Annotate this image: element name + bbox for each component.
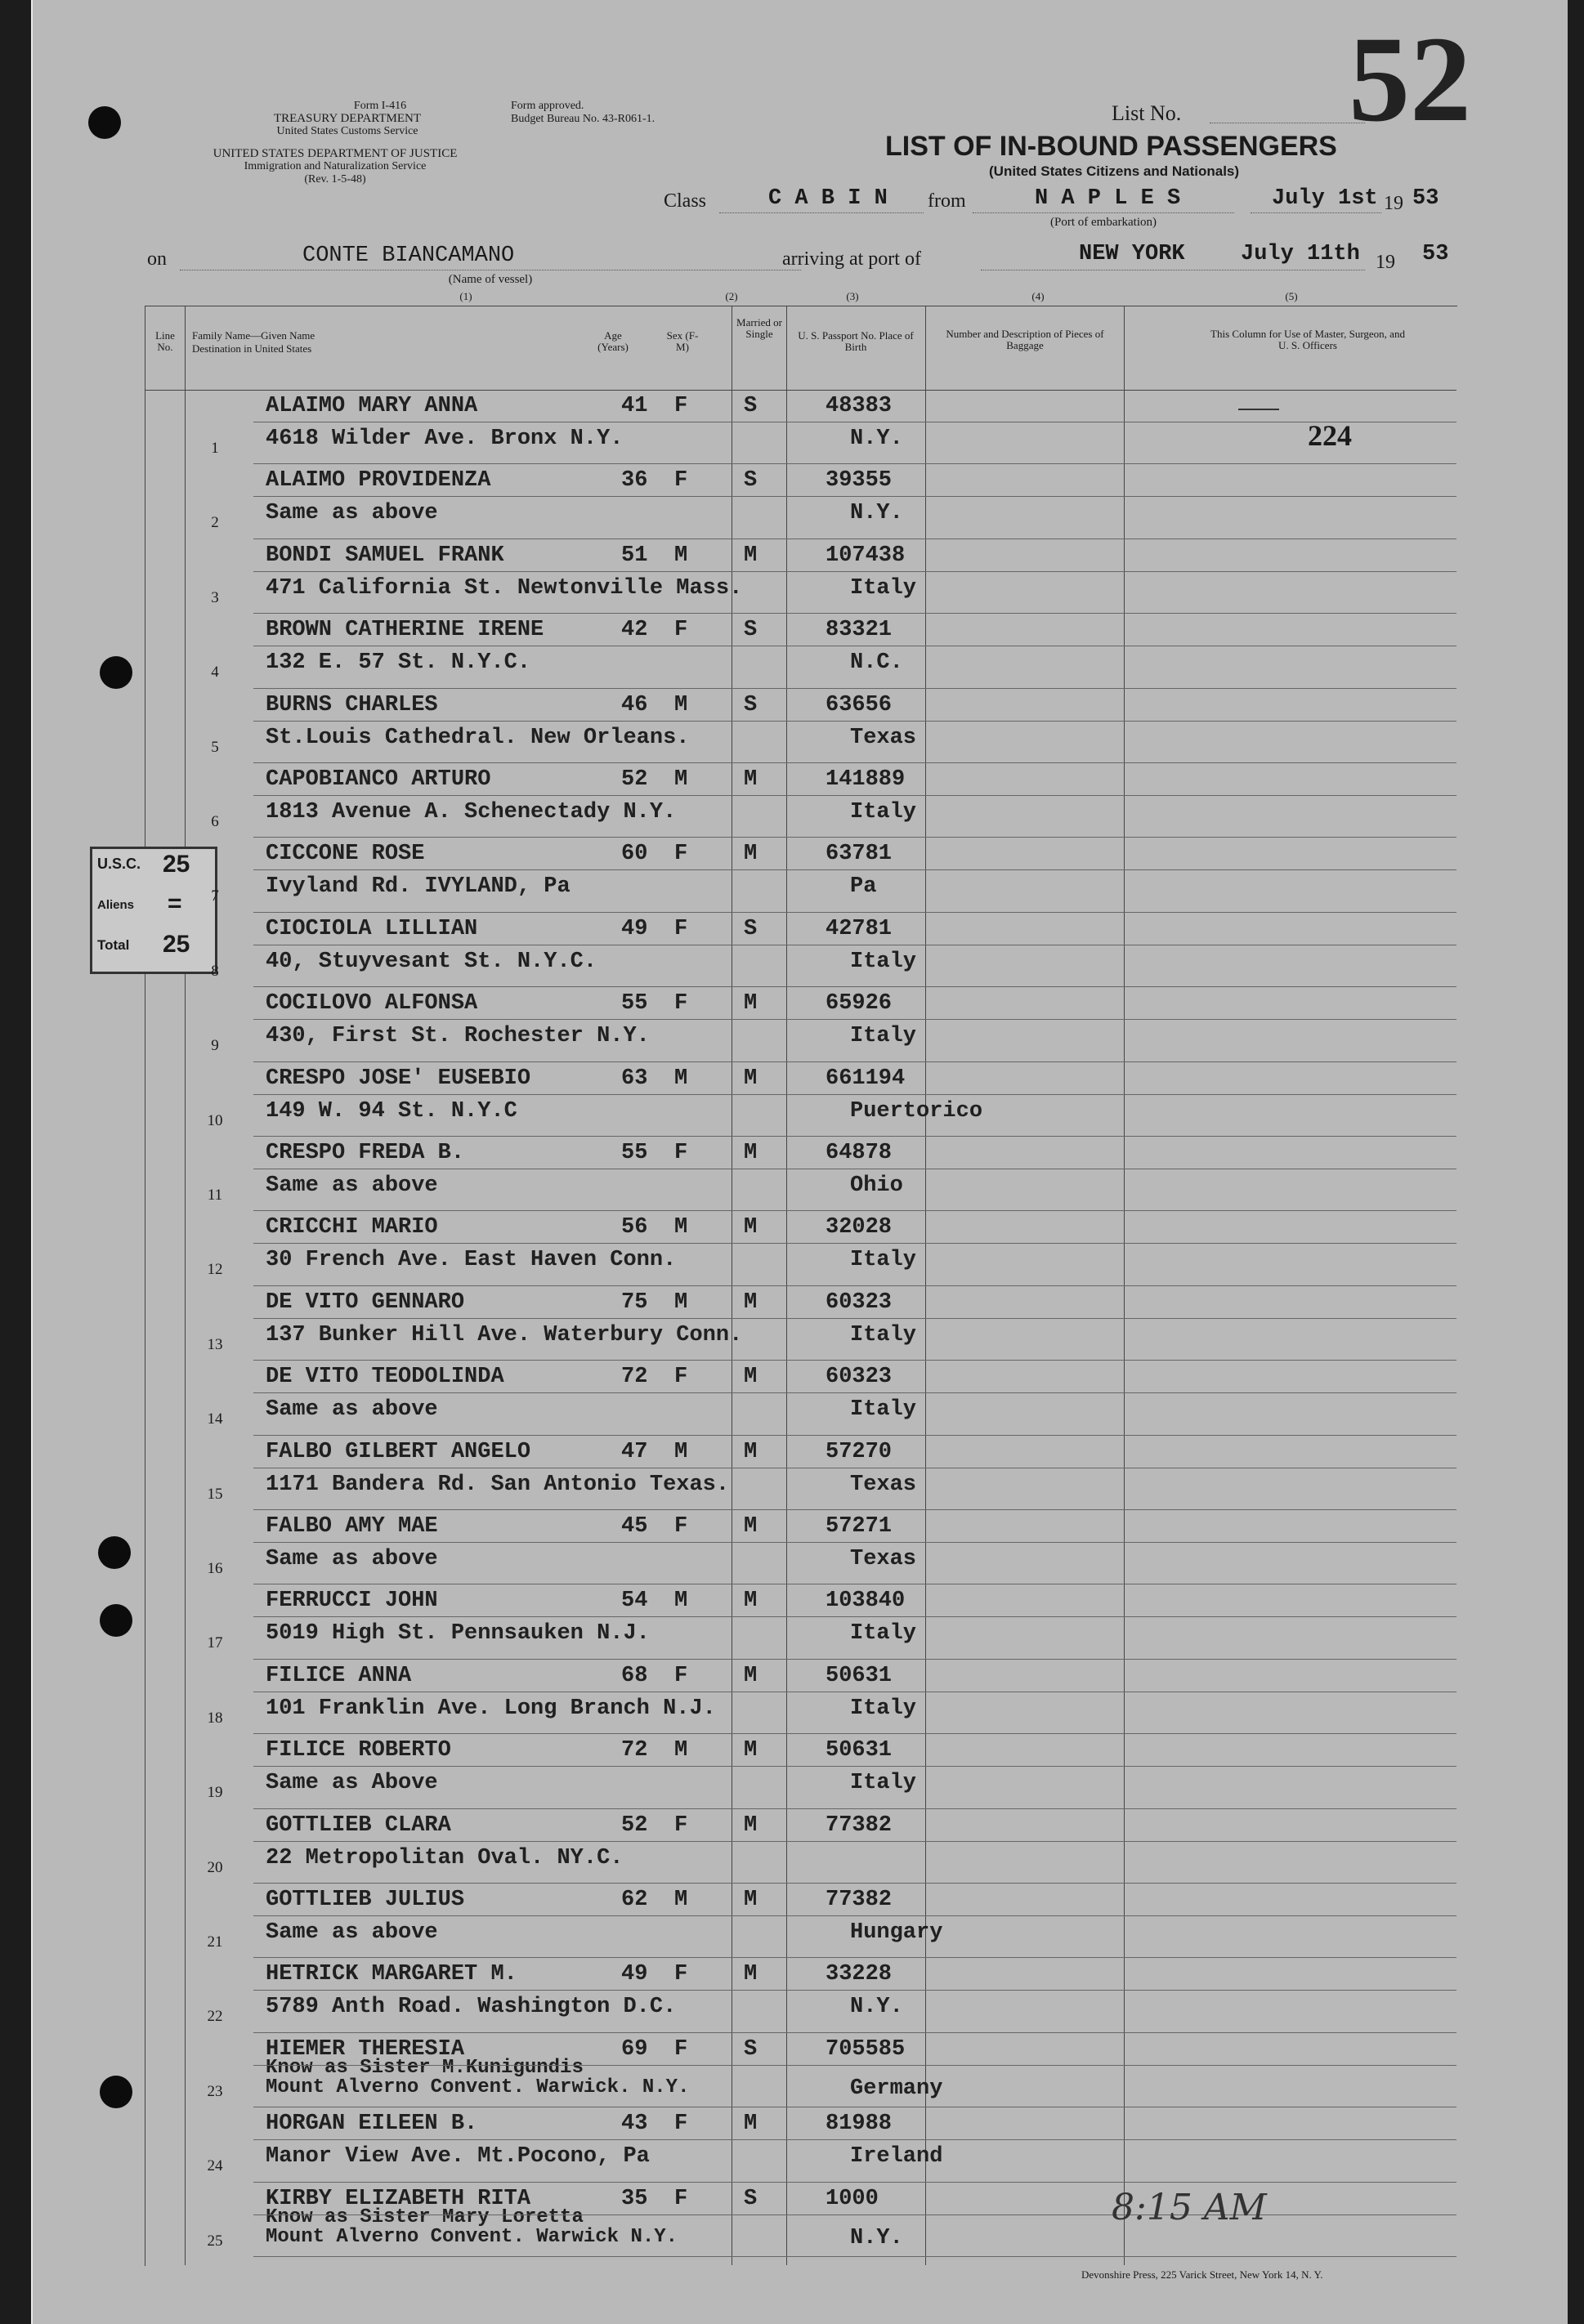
passenger-age: 68: [621, 1663, 648, 1688]
embark-note: (Port of embarkation): [1050, 216, 1157, 229]
passenger-married: S: [744, 2036, 758, 2062]
passport-number: 32028: [826, 1215, 893, 1240]
line-number: 12: [207, 1261, 223, 1279]
line-number: 22: [207, 2008, 223, 2026]
birth-place: Italy: [850, 1024, 917, 1049]
passenger-name: FILICE ANNA: [266, 1663, 412, 1688]
punch-hole: [100, 1604, 132, 1637]
passport-number: 103840: [826, 1589, 906, 1614]
form-approved: Form approved.: [511, 100, 584, 112]
col-number: (5): [1285, 290, 1298, 302]
passenger-age: 43: [621, 2112, 648, 2137]
passenger-married: S: [744, 916, 758, 941]
birth-place: N.Y.: [850, 1995, 903, 2020]
birth-place: N.Y.: [850, 2225, 903, 2250]
birth-place: Italy: [850, 1397, 917, 1423]
line-number: 14: [207, 1410, 223, 1428]
birth-place: Italy: [850, 1771, 917, 1796]
arrival-date: July 11th: [1241, 242, 1360, 266]
passenger-name: FILICE ROBERTO: [266, 1738, 451, 1763]
passenger-sex: F: [674, 916, 688, 941]
birth-place: Italy: [850, 575, 917, 601]
passport-number: 33228: [826, 1962, 893, 1987]
birth-place: Italy: [850, 1696, 917, 1721]
passenger-sex: F: [674, 2036, 688, 2062]
passenger-note: Know as Sister M.Kunigundis: [266, 2056, 584, 2079]
line-number: 11: [207, 1187, 223, 1204]
passenger-name: DE VITO TEODOLINDA: [266, 1365, 504, 1390]
passenger-address: Manor View Ave. Mt.Pocono, Pa: [266, 2144, 650, 2170]
col-number: (4): [1031, 290, 1045, 302]
passport-number: 57270: [826, 1439, 893, 1464]
birth-place: Hungary: [850, 1920, 943, 1945]
passenger-name: COCILOVO ALFONSA: [266, 991, 478, 1017]
col-number: (2): [725, 290, 738, 302]
list-no-label: List No.: [1112, 101, 1182, 125]
birth-place: Italy: [850, 800, 917, 825]
passenger-married: M: [744, 543, 758, 568]
passenger-address: 149 W. 94 St. N.Y.C: [266, 1098, 517, 1124]
passenger-age: 46: [621, 692, 648, 717]
passenger-married: M: [744, 1215, 758, 1240]
justice-dept: UNITED STATES DEPARTMENT OF JUSTICE: [213, 147, 458, 160]
passenger-sex: M: [674, 1439, 688, 1464]
birth-place: Ireland: [850, 2144, 943, 2170]
passport-number: 705585: [826, 2036, 906, 2062]
line-number: 3: [211, 588, 219, 606]
passenger-address: St.Louis Cathedral. New Orleans.: [266, 725, 690, 750]
passenger-married: S: [744, 394, 758, 418]
depart-year-prefix: 19: [1384, 193, 1403, 214]
arrival-port: NEW YORK: [1079, 242, 1185, 266]
birth-place: Italy: [850, 1322, 917, 1347]
passenger-married: M: [744, 1365, 758, 1390]
passenger-address: Same as above: [266, 1173, 438, 1198]
passport-number: 81988: [826, 2112, 893, 2137]
passenger-age: 60: [621, 842, 648, 867]
passport-number: 1000: [826, 2186, 879, 2211]
passenger-sex: F: [674, 394, 688, 418]
passenger-married: M: [744, 1439, 758, 1464]
passenger-age: 52: [621, 767, 648, 792]
passport-number: 107438: [826, 543, 906, 568]
passenger-married: M: [744, 1738, 758, 1763]
birth-place: Germany: [850, 2076, 943, 2101]
passenger-address: Same as Above: [266, 1771, 438, 1796]
manifest-page: [31, 0, 1568, 2324]
passenger-age: 45: [621, 1514, 648, 1539]
punch-hole: [100, 2076, 132, 2108]
punch-hole: [100, 656, 132, 689]
from-value: N A P L E S: [1035, 186, 1181, 211]
passenger-married: M: [744, 1962, 758, 1987]
passenger-married: S: [744, 468, 758, 494]
passenger-address: 4618 Wilder Ave. Bronx N.Y.: [266, 427, 624, 451]
passenger-address: Same as above: [266, 501, 438, 526]
passenger-married: M: [744, 1888, 758, 1912]
passenger-sex: F: [674, 1514, 688, 1539]
passport-number: 39355: [826, 468, 893, 494]
birth-place: N.C.: [850, 650, 903, 676]
birth-place: Texas: [850, 1547, 917, 1571]
passenger-sex: M: [674, 1738, 688, 1763]
passenger-sex: F: [674, 991, 688, 1017]
passenger-address: 430, First St. Rochester N.Y.: [266, 1024, 650, 1049]
passenger-married: M: [744, 2112, 758, 2137]
passenger-married: M: [744, 1812, 758, 1838]
passenger-name: CRESPO FREDA B.: [266, 1141, 465, 1165]
passenger-sex: M: [674, 767, 688, 792]
from-label: from: [928, 190, 966, 212]
passenger-married: M: [744, 1514, 758, 1539]
passenger-sex: F: [674, 1962, 688, 1987]
passenger-age: 75: [621, 1289, 648, 1315]
passenger-name: HIEMER THERESIA: [266, 2036, 465, 2062]
header-family-name: Family Name—Given Name: [192, 329, 315, 342]
citizen-count-stamp: U.S.C. 25 Aliens = Total 25: [90, 847, 217, 974]
passport-number: 77382: [826, 1812, 893, 1838]
passenger-address: Mount Alverno Convent. Warwick. N.Y.: [266, 2076, 690, 2098]
passenger-age: 47: [621, 1439, 648, 1464]
passport-number: 63781: [826, 842, 893, 867]
line-number: 4: [211, 664, 219, 682]
passenger-sex: M: [674, 1888, 688, 1912]
line-number: 18: [207, 1709, 223, 1727]
line-number: 20: [207, 1858, 223, 1876]
line-number: 9: [211, 1037, 219, 1055]
passenger-sex: F: [674, 842, 688, 867]
birth-place: Italy: [850, 1621, 917, 1647]
passenger-age: 56: [621, 1215, 648, 1240]
list-number: 52: [1349, 11, 1471, 147]
class-value: C A B I N: [768, 186, 888, 211]
passenger-sex: M: [674, 1289, 688, 1315]
passport-number: 50631: [826, 1663, 893, 1688]
arriving-label: arriving at port of: [782, 248, 921, 270]
passenger-address: Same as above: [266, 1547, 438, 1571]
passenger-age: 55: [621, 1141, 648, 1165]
passenger-address: 137 Bunker Hill Ave. Waterbury Conn.: [266, 1322, 743, 1347]
passenger-address: 1171 Bandera Rd. San Antonio Texas.: [266, 1472, 730, 1497]
passenger-name: CIOCIOLA LILLIAN: [266, 916, 478, 941]
passenger-address: 30 French Ave. East Haven Conn.: [266, 1248, 677, 1273]
printer-footer: Devonshire Press, 225 Varick Street, New York 14, N. Y.: [1081, 2268, 1323, 2281]
passenger-age: 62: [621, 1888, 648, 1912]
passport-number: 60323: [826, 1289, 893, 1315]
passenger-name: KIRBY ELIZABETH RITA: [266, 2186, 531, 2211]
line-number: 8: [211, 962, 219, 980]
passenger-address: Same as above: [266, 1397, 438, 1423]
passenger-married: S: [744, 618, 758, 643]
header-destination: Destination in United States: [192, 342, 312, 355]
passenger-note: Know as Sister Mary Loretta: [266, 2206, 584, 2228]
passenger-age: 52: [621, 1812, 648, 1838]
passenger-name: GOTTLIEB JULIUS: [266, 1888, 465, 1912]
passport-number: 48383: [826, 394, 893, 418]
passenger-name: FALBO AMY MAE: [266, 1514, 438, 1539]
treasury-dept: TREASURY DEPARTMENT: [273, 112, 422, 125]
passenger-sex: M: [674, 543, 688, 568]
handwritten-time: 8:15 AM: [1112, 2187, 1267, 2228]
header-married: Married or Single: [736, 316, 782, 340]
passenger-married: M: [744, 991, 758, 1017]
vessel-note: (Name of vessel): [448, 273, 533, 286]
passenger-sex: F: [674, 1365, 688, 1390]
passenger-married: M: [744, 1066, 758, 1091]
birth-place: Italy: [850, 1248, 917, 1273]
col-number: (1): [459, 290, 472, 302]
customs-service: United States Customs Service: [276, 125, 418, 137]
header-age: Age (Years): [597, 329, 629, 353]
passenger-name: CRICCHI MARIO: [266, 1215, 438, 1240]
passenger-age: 63: [621, 1066, 648, 1091]
line-number: 16: [207, 1560, 223, 1577]
line-number: 24: [207, 2157, 223, 2175]
line-number: 7: [211, 887, 219, 905]
ins: Immigration and Naturalization Service: [244, 160, 427, 172]
passenger-address: 471 California St. Newtonville Mass.: [266, 575, 743, 601]
line-number: 25: [207, 2232, 223, 2250]
passenger-address: 101 Franklin Ave. Long Branch N.J.: [266, 1696, 716, 1721]
depart-date: July 1st: [1272, 186, 1378, 211]
passenger-address: 1813 Avenue A. Schenectady N.Y.: [266, 800, 677, 825]
passenger-sex: M: [674, 1215, 688, 1240]
passenger-name: CICCONE ROSE: [266, 842, 425, 867]
passenger-address: Same as above: [266, 1920, 438, 1945]
passenger-name: HETRICK MARGARET M.: [266, 1962, 517, 1987]
passenger-age: 36: [621, 468, 648, 494]
passenger-married: M: [744, 842, 758, 867]
passenger-sex: F: [674, 2112, 688, 2137]
passenger-married: M: [744, 1289, 758, 1315]
passenger-name: GOTTLIEB CLARA: [266, 1812, 451, 1838]
passenger-name: HORGAN EILEEN B.: [266, 2112, 478, 2137]
passport-number: 661194: [826, 1066, 906, 1091]
passenger-age: 49: [621, 1962, 648, 1987]
arrive-year-prefix: 19: [1376, 252, 1395, 273]
passenger-address: 5789 Anth Road. Washington D.C.: [266, 1995, 677, 2020]
passenger-age: 42: [621, 618, 648, 643]
passenger-married: M: [744, 1663, 758, 1688]
passenger-sex: F: [674, 1812, 688, 1838]
passenger-sex: M: [674, 1066, 688, 1091]
line-number: 19: [207, 1784, 223, 1802]
passenger-name: FALBO GILBERT ANGELO: [266, 1439, 531, 1464]
revision: (Rev. 1-5-48): [304, 173, 366, 185]
line-number: 15: [207, 1485, 223, 1503]
passenger-age: 51: [621, 543, 648, 568]
line-number: 5: [211, 738, 219, 756]
passenger-age: 69: [621, 2036, 648, 2062]
class-label: Class: [664, 190, 707, 212]
passport-number: 50631: [826, 1738, 893, 1763]
line-number: 17: [207, 1634, 223, 1652]
header-line-no: Line No.: [155, 329, 175, 353]
header-passport: U. S. Passport No. Place of Birth: [798, 329, 914, 353]
passenger-name: CAPOBIANCO ARTURO: [266, 767, 491, 792]
line-number: 2: [211, 514, 219, 532]
passport-number: 63656: [826, 692, 893, 717]
passenger-name: ALAIMO PROVIDENZA: [266, 468, 491, 494]
budget-bureau: Budget Bureau No. 43-R061-1.: [511, 113, 656, 125]
header-baggage: Number and Description of Pieces of Baggage: [946, 328, 1104, 351]
passport-number: 64878: [826, 1141, 893, 1165]
on-label: on: [147, 248, 167, 270]
header-sex: Sex (F-M): [666, 329, 699, 353]
birth-place: Texas: [850, 1472, 917, 1497]
line-number: 6: [211, 813, 219, 830]
passenger-address: Mount Alverno Convent. Warwick N.Y.: [266, 2225, 678, 2248]
punch-hole: [98, 1536, 131, 1569]
passenger-name: BROWN CATHERINE IRENE: [266, 618, 544, 643]
passenger-name: CRESPO JOSE' EUSEBIO: [266, 1066, 531, 1091]
officer-note: 224: [1308, 419, 1352, 452]
passenger-sex: F: [674, 468, 688, 494]
passenger-age: 55: [621, 991, 648, 1017]
form-number: Form I-416: [353, 100, 407, 112]
passenger-married: M: [744, 1589, 758, 1614]
passenger-age: 35: [621, 2186, 648, 2211]
passenger-address: 132 E. 57 St. N.Y.C.: [266, 650, 531, 676]
header-officers: This Column for Use of Master, Surgeon, and U. S. Officers: [1210, 328, 1405, 351]
page-subtitle: (United States Citizens and Nationals): [989, 163, 1240, 179]
passenger-address: 22 Metropolitan Oval. NY.C.: [266, 1845, 624, 1870]
passport-number: 57271: [826, 1514, 893, 1539]
passenger-age: 54: [621, 1589, 648, 1614]
passport-number: 141889: [826, 767, 906, 792]
line-number: 21: [207, 1933, 223, 1951]
passenger-sex: F: [674, 1141, 688, 1165]
line-number: 23: [207, 2082, 223, 2100]
passport-number: 83321: [826, 618, 893, 643]
passport-number: 60323: [826, 1365, 893, 1390]
birth-place: Puertorico: [850, 1098, 983, 1124]
line-number: 13: [207, 1335, 223, 1353]
col-number: (3): [846, 290, 859, 302]
passenger-address: 5019 High St. Pennsauken N.J.: [266, 1621, 650, 1647]
birth-place: N.Y.: [850, 501, 903, 526]
passenger-name: BURNS CHARLES: [266, 692, 438, 717]
birth-place: Pa: [850, 874, 877, 900]
passenger-address: Ivyland Rd. IVYLAND, Pa: [266, 874, 571, 900]
birth-place: N.Y.: [850, 427, 903, 451]
officer-dash: [1238, 409, 1279, 410]
vessel-name: CONTE BIANCAMANO: [302, 244, 515, 268]
passenger-married: M: [744, 767, 758, 792]
passenger-sex: F: [674, 618, 688, 643]
passenger-sex: F: [674, 2186, 688, 2211]
birth-place: Texas: [850, 725, 917, 750]
passenger-age: 49: [621, 916, 648, 941]
passport-number: 65926: [826, 991, 893, 1017]
passenger-sex: F: [674, 1663, 688, 1688]
depart-year: 53: [1412, 186, 1439, 211]
line-number: 10: [207, 1111, 223, 1129]
passenger-address: 40, Stuyvesant St. N.Y.C.: [266, 949, 597, 974]
passenger-name: BONDI SAMUEL FRANK: [266, 543, 504, 568]
page-title: LIST OF IN-BOUND PASSENGERS: [885, 131, 1337, 162]
passenger-name: DE VITO GENNARO: [266, 1289, 465, 1315]
passenger-sex: M: [674, 1589, 688, 1614]
passport-number: 77382: [826, 1888, 893, 1912]
line-number: 1: [211, 440, 219, 457]
passenger-age: 72: [621, 1365, 648, 1390]
passenger-married: M: [744, 1141, 758, 1165]
birth-place: Ohio: [850, 1173, 903, 1198]
arrive-year: 53: [1422, 242, 1449, 266]
passenger-married: S: [744, 692, 758, 717]
passenger-name: FERRUCCI JOHN: [266, 1589, 438, 1614]
passenger-sex: M: [674, 692, 688, 717]
passenger-age: 41: [621, 394, 648, 418]
punch-hole: [88, 106, 121, 139]
passenger-married: S: [744, 2186, 758, 2211]
passenger-age: 72: [621, 1738, 648, 1763]
passenger-name: ALAIMO MARY ANNA: [266, 394, 478, 418]
passport-number: 42781: [826, 916, 893, 941]
birth-place: Italy: [850, 949, 917, 974]
